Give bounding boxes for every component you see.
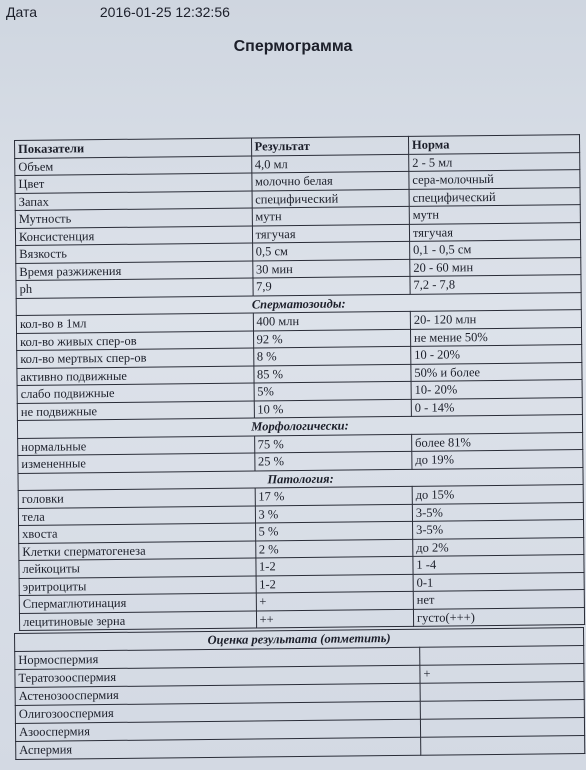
indicator-cell: Запах [15, 191, 252, 211]
result-cell: 10 % [254, 399, 412, 418]
indicator-cell: кол-во мертвых спер-ов [17, 348, 254, 368]
section-title: Морфологически: [17, 415, 582, 438]
indicator-cell: тела [18, 505, 255, 525]
result-cell: 3 % [255, 504, 413, 523]
norm-cell: 10 - 20% [411, 345, 582, 364]
norm-cell: тягучая [409, 222, 580, 241]
evaluation-mark [421, 736, 585, 756]
result-cell: 4,0 мл [251, 154, 409, 173]
result-cell: специфический [252, 189, 410, 208]
indicator-cell: ph [16, 278, 253, 298]
indicator-cell: хвоста [19, 523, 256, 543]
norm-cell: до 2% [413, 537, 584, 556]
norm-cell: густо(+++) [413, 607, 584, 626]
results-table [14, 134, 585, 631]
norm-cell: специфический [409, 187, 580, 206]
result-cell: мутн [252, 206, 410, 225]
indicator-cell: Цвет [15, 173, 252, 193]
indicator-cell: измененные [18, 453, 255, 473]
section-title: Сперматозоиды: [16, 292, 581, 315]
indicator-cell: слабо подвижные [17, 383, 254, 403]
result-cell: 30 мин [252, 259, 410, 278]
norm-cell: 10- 20% [411, 380, 582, 399]
result-cell: 1-2 [256, 574, 414, 593]
evaluation-label: Азооспермия [15, 719, 420, 741]
column-header-norm: Норма [408, 135, 579, 154]
indicator-cell: Клетки сперматогенеза [19, 540, 256, 560]
norm-cell: 0,1 - 0,5 см [410, 240, 581, 259]
norm-cell: 0 - 14% [411, 397, 582, 416]
result-cell: молочно белая [251, 171, 409, 190]
result-cell: 5% [254, 381, 412, 400]
norm-cell: сера-молочный [409, 170, 580, 189]
result-cell: 85 % [253, 364, 411, 383]
norm-cell: не мение 50% [410, 327, 581, 346]
evaluation-label: Олигозооспермия [15, 701, 420, 723]
evaluation-label: Аспермия [16, 737, 421, 759]
result-cell: 0,5 см [252, 241, 410, 260]
norm-cell: до 15% [412, 485, 583, 504]
norm-cell: 20 - 60 мин [410, 257, 581, 276]
evaluation-mark [420, 700, 584, 720]
indicator-cell: Время разжижения [16, 261, 253, 281]
norm-cell: 3-5% [412, 520, 583, 539]
result-cell: ++ [256, 609, 414, 628]
evaluation-mark [420, 682, 584, 702]
result-cell: 92 % [253, 329, 411, 348]
result-cell: 7,9 [252, 276, 410, 295]
result-cell: тягучая [252, 224, 410, 243]
norm-cell: мутн [409, 205, 580, 224]
date-line [6, 4, 230, 20]
indicator-cell: лейкоциты [19, 558, 256, 578]
norm-cell: более 81% [412, 432, 583, 451]
evaluation-mark [420, 718, 584, 738]
result-cell: 400 млн [253, 311, 411, 330]
evaluation-table [14, 627, 585, 760]
norm-cell: до 19% [412, 450, 583, 469]
indicator-cell: нормальные [18, 436, 255, 456]
evaluation-label: Тератозооспермия [15, 665, 420, 687]
indicator-cell: Спермаглютинация [19, 593, 256, 613]
norm-cell: 50% и более [411, 362, 582, 381]
date-label: Дата [6, 4, 38, 20]
column-header-indicator: Показатели [15, 138, 252, 158]
evaluation-label: Нормоспермия [15, 647, 420, 669]
indicator-cell: кол-во в 1мл [16, 313, 253, 333]
norm-cell: 3-5% [412, 502, 583, 521]
document-title: Спермограмма [233, 38, 353, 55]
evaluation-label: Астенозооспермия [15, 683, 420, 705]
evaluation-mark: + [420, 664, 584, 684]
norm-cell: 7,2 - 7,8 [410, 275, 581, 294]
norm-cell: 0-1 [413, 572, 584, 591]
result-cell: 75 % [254, 434, 412, 453]
result-cell: 25 % [254, 451, 412, 470]
result-cell: + [256, 591, 414, 610]
column-header-result: Результат [251, 136, 409, 155]
norm-cell: 1 -4 [413, 555, 584, 574]
norm-cell: 2 - 5 мл [409, 152, 580, 171]
evaluation-mark [420, 646, 584, 666]
indicator-cell: не подвижные [17, 401, 254, 421]
result-cell: 2 % [255, 539, 413, 558]
date-value: 2016-01-25 12:32:56 [99, 4, 230, 20]
indicator-cell: Объем [15, 156, 252, 176]
result-cell: 5 % [255, 521, 413, 540]
result-cell: 8 % [253, 346, 411, 365]
result-cell: 1-2 [255, 556, 413, 575]
indicator-cell: эритроциты [19, 575, 256, 595]
indicator-cell: кол-во живых спер-ов [17, 331, 254, 351]
indicator-cell: головки [18, 488, 255, 508]
result-cell: 17 % [255, 486, 413, 505]
indicator-cell: Вязкость [16, 243, 253, 263]
section-title: Патология: [18, 467, 583, 490]
indicator-cell: Консистенция [15, 226, 252, 246]
evaluation-title: Оценка результата (отметить) [15, 628, 584, 652]
indicator-cell: активно подвижные [17, 366, 254, 386]
indicator-cell: лецитиновые зерна [19, 610, 256, 630]
norm-cell: 20- 120 млн [410, 310, 581, 329]
indicator-cell: Мутность [15, 208, 252, 228]
norm-cell: нет [413, 590, 584, 609]
